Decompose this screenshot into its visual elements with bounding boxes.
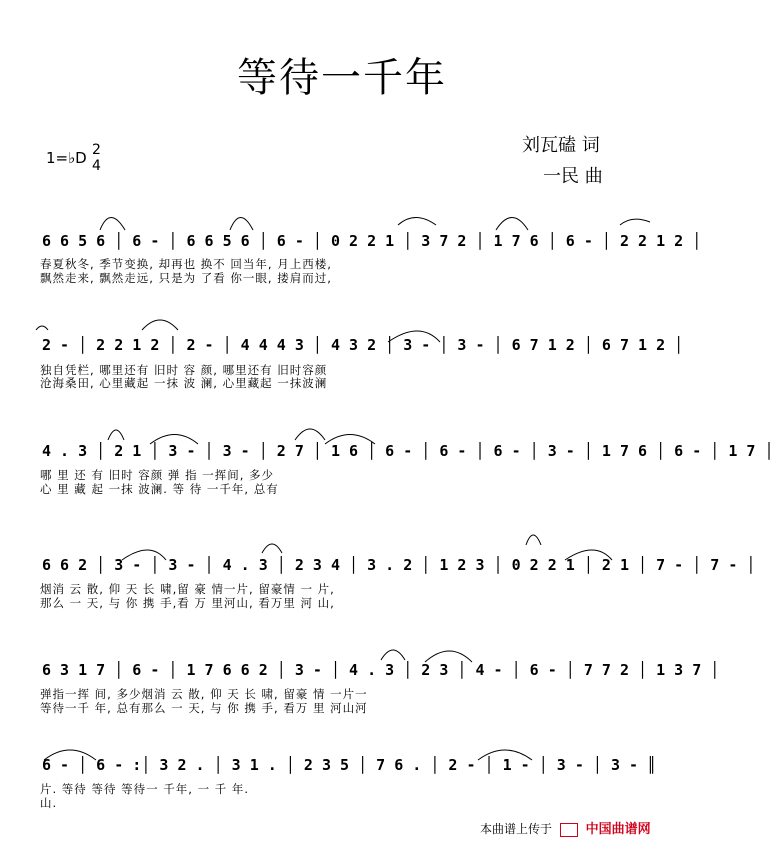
notation-row-2: 2 - │ 2 2 1 2 │ 2 - │ 4 4 4 3 │ 4 3 2 │ 3 - │ 3 - │ 6 7 1 2 │ 6 7 1 2 │ bbox=[42, 336, 684, 354]
slur bbox=[398, 218, 436, 226]
lyrics-row-3-verse-1: 哪 里 还 有 旧时 容颜 弹 指 一挥间, 多少 bbox=[40, 468, 275, 482]
song-title: 等待一千年 bbox=[237, 55, 447, 101]
slur bbox=[36, 326, 48, 330]
notation-row-5: 6 3 1 7 │ 6 - │ 1 7 6 6 2 │ 3 - │ 4 . 3 │ 2 3 │ 4 - │ 6 - │ 7 7 2 │ 1 3 7 │ bbox=[42, 661, 720, 679]
lyrics-row-2-verse-1: 独自凭栏, 哪里还有 旧时 容 颜, 哪里还有 旧时容颜 bbox=[40, 363, 328, 377]
slur bbox=[150, 435, 198, 445]
lyrics-row-5-verse-1: 弹指一挥 间, 多少烟消 云 散, 仰 天 长 啸, 留豪 情 一片一 bbox=[40, 687, 368, 701]
lyrics-row-6-verse-1: 片. 等待 等待 等待一 千年, 一 千 年. bbox=[40, 782, 250, 796]
lyrics-row-4-verse-2: 那么 一 天, 与 你 携 手,看 万 里河山, 看万里 河 山, bbox=[40, 596, 335, 610]
lyrics-row-3-verse-2: 心 里 藏 起 一抹 波澜. 等 待 一千年, 总有 bbox=[40, 482, 279, 496]
slur bbox=[425, 651, 472, 662]
slur bbox=[122, 550, 166, 560]
lyricist-credit: 刘瓦磕 词 bbox=[522, 135, 600, 156]
key-signature: 1=♭D bbox=[46, 149, 87, 167]
slur bbox=[108, 430, 124, 440]
slur bbox=[496, 218, 528, 231]
time-signature-top: 2 bbox=[92, 142, 101, 158]
lyrics-row-1-verse-1: 春夏秋冬, 季节变换, 却再也 换不 回当年, 月上西楼, bbox=[40, 257, 332, 271]
slur bbox=[100, 218, 125, 231]
slur bbox=[565, 550, 612, 560]
lyrics-row-5-verse-2: 等待一千 年, 总有那么 一 天, 与 你 携 手, 看万 里 河山河 bbox=[40, 701, 368, 715]
notation-row-1: 6 6 5 6 │ 6 - │ 6 6 5 6 │ 6 - │ 0 2 2 1 │ 3 7 2 │ 1 7 6 │ 6 - │ 2 2 1 2 │ bbox=[42, 232, 702, 250]
footer-watermark bbox=[480, 818, 651, 837]
lyrics-row-2-verse-2: 沧海桑田, 心里藏起 一抹 波 澜, 心里藏起 一抹波澜 bbox=[40, 376, 328, 390]
slur bbox=[381, 650, 405, 660]
slur bbox=[388, 331, 440, 342]
slur bbox=[295, 429, 325, 440]
slur bbox=[142, 320, 178, 330]
notation-row-3: 4 . 3 │ 2 1 │ 3 - │ 3 - │ 2 7 │ 1 6 │ 6 - │ 6 - │ 6 - │ 3 - │ 1 7 6 │ 6 - │ 1 7 │ bbox=[42, 442, 774, 460]
slur bbox=[526, 535, 541, 545]
slur bbox=[478, 750, 532, 760]
lyrics-row-1-verse-2: 飘然走来, 飘然走远, 只是为 了看 你一眼, 搂肩而过, bbox=[40, 271, 332, 285]
time-signature-bottom: 4 bbox=[92, 158, 101, 174]
slur bbox=[230, 218, 253, 231]
slur bbox=[262, 544, 282, 553]
logo-icon bbox=[560, 823, 578, 837]
footer-prefix: 本曲谱上传于 bbox=[480, 822, 553, 836]
slur bbox=[620, 219, 650, 225]
notation-row-6: 6 - │ 6 - :│ 3 2 . │ 3 1 . │ 2 3 5 │ 7 6 . │ 2 - │ 1 - │ 3 - │ 3 - ║ bbox=[42, 756, 657, 774]
slur bbox=[325, 435, 375, 445]
composer-credit: 一民 曲 bbox=[543, 166, 603, 187]
lyrics-row-6-verse-2: 山. bbox=[40, 796, 58, 810]
site-brand: 中国曲谱网 bbox=[585, 822, 651, 837]
lyrics-row-4-verse-1: 烟消 云 散, 仰 天 长 啸,留 豪 情一片, 留豪情 一 片, bbox=[40, 582, 335, 596]
slur bbox=[44, 750, 96, 760]
notation-row-4: 6 6 2 │ 3 - │ 3 - │ 4 . 3 │ 2 3 4 │ 3 . 2 │ 1 2 3 │ 0 2 2 1 │ 2 1 │ 7 - │ 7 - │ bbox=[42, 556, 756, 574]
